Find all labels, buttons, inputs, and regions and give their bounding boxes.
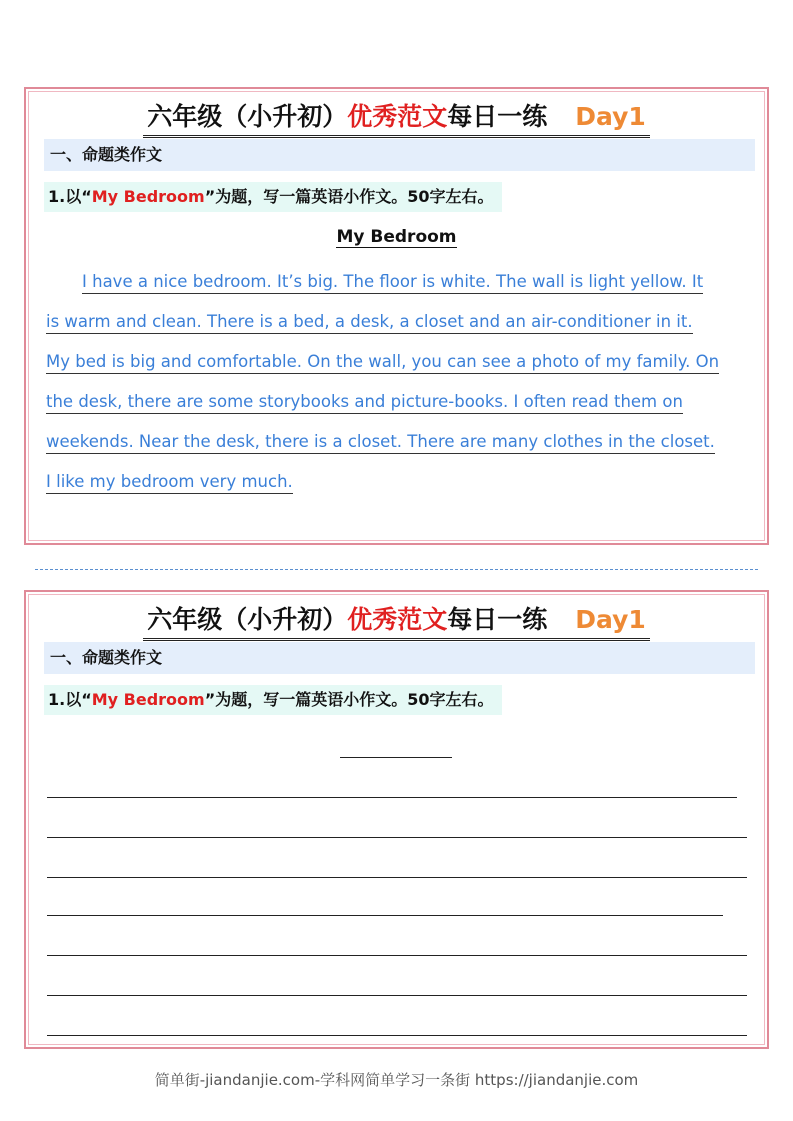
page-title	[26, 97, 767, 138]
question-suffix: ”为题，写一篇英语小作文。50字左右。	[204, 187, 494, 206]
essay-title-text: My Bedroom	[336, 227, 457, 247]
question	[44, 685, 502, 715]
sample-essay-card	[24, 87, 769, 545]
question-prefix: 1.以“	[48, 187, 92, 206]
title-grade: 六年级（小升初）	[147, 605, 348, 634]
cut-line	[35, 569, 758, 570]
essay-line: is warm and clean. There is a bed, a desk, a closet and an air-conditioner in it.	[46, 312, 693, 334]
section-heading: 一、命题类作文	[44, 139, 755, 171]
question-prefix: 1.以“	[48, 690, 92, 709]
essay-line: I have a nice bedroom. It’s big. The floor is white. The wall is light yellow. It	[82, 272, 703, 294]
essay-line: weekends. Near the desk, there is a closet. There are many clothes in the closet.	[46, 432, 715, 454]
question-suffix: ”为题，写一篇英语小作文。50字左右。	[204, 690, 494, 709]
page-title	[26, 600, 767, 641]
essay-line: the desk, there are some storybooks and picture-books. I often read them on	[46, 392, 683, 414]
title-highlight: 优秀范文	[347, 102, 448, 131]
writing-line[interactable]	[47, 1035, 747, 1036]
day-label: Day1	[575, 605, 646, 634]
question-topic: My Bedroom	[91, 187, 205, 206]
writing-line[interactable]	[47, 837, 747, 838]
day-label: Day1	[575, 102, 646, 131]
essay-line: I like my bedroom very much.	[46, 472, 293, 494]
title-grade: 六年级（小升初）	[147, 102, 348, 131]
footer-watermark: 简单街-jiandanjie.com-学科网简单学习一条街 https://jiandanjie.com	[154, 1071, 639, 1089]
essay-title	[26, 227, 767, 247]
writing-line[interactable]	[47, 995, 747, 996]
writing-line[interactable]	[47, 797, 737, 798]
essay-line: My bed is big and comfortable. On the wall, you can see a photo of my family. On	[46, 352, 719, 374]
writing-line[interactable]	[47, 877, 747, 878]
writing-line[interactable]	[47, 915, 723, 916]
question	[44, 182, 502, 212]
title-highlight: 优秀范文	[347, 605, 448, 634]
title-daily: 每日一练	[447, 102, 548, 131]
title-daily: 每日一练	[447, 605, 548, 634]
writing-line[interactable]	[47, 955, 747, 956]
question-topic: My Bedroom	[91, 690, 205, 709]
practice-card	[24, 590, 769, 1049]
section-heading: 一、命题类作文	[44, 642, 755, 674]
essay-body	[46, 262, 749, 502]
title-blank-line[interactable]	[340, 757, 452, 758]
